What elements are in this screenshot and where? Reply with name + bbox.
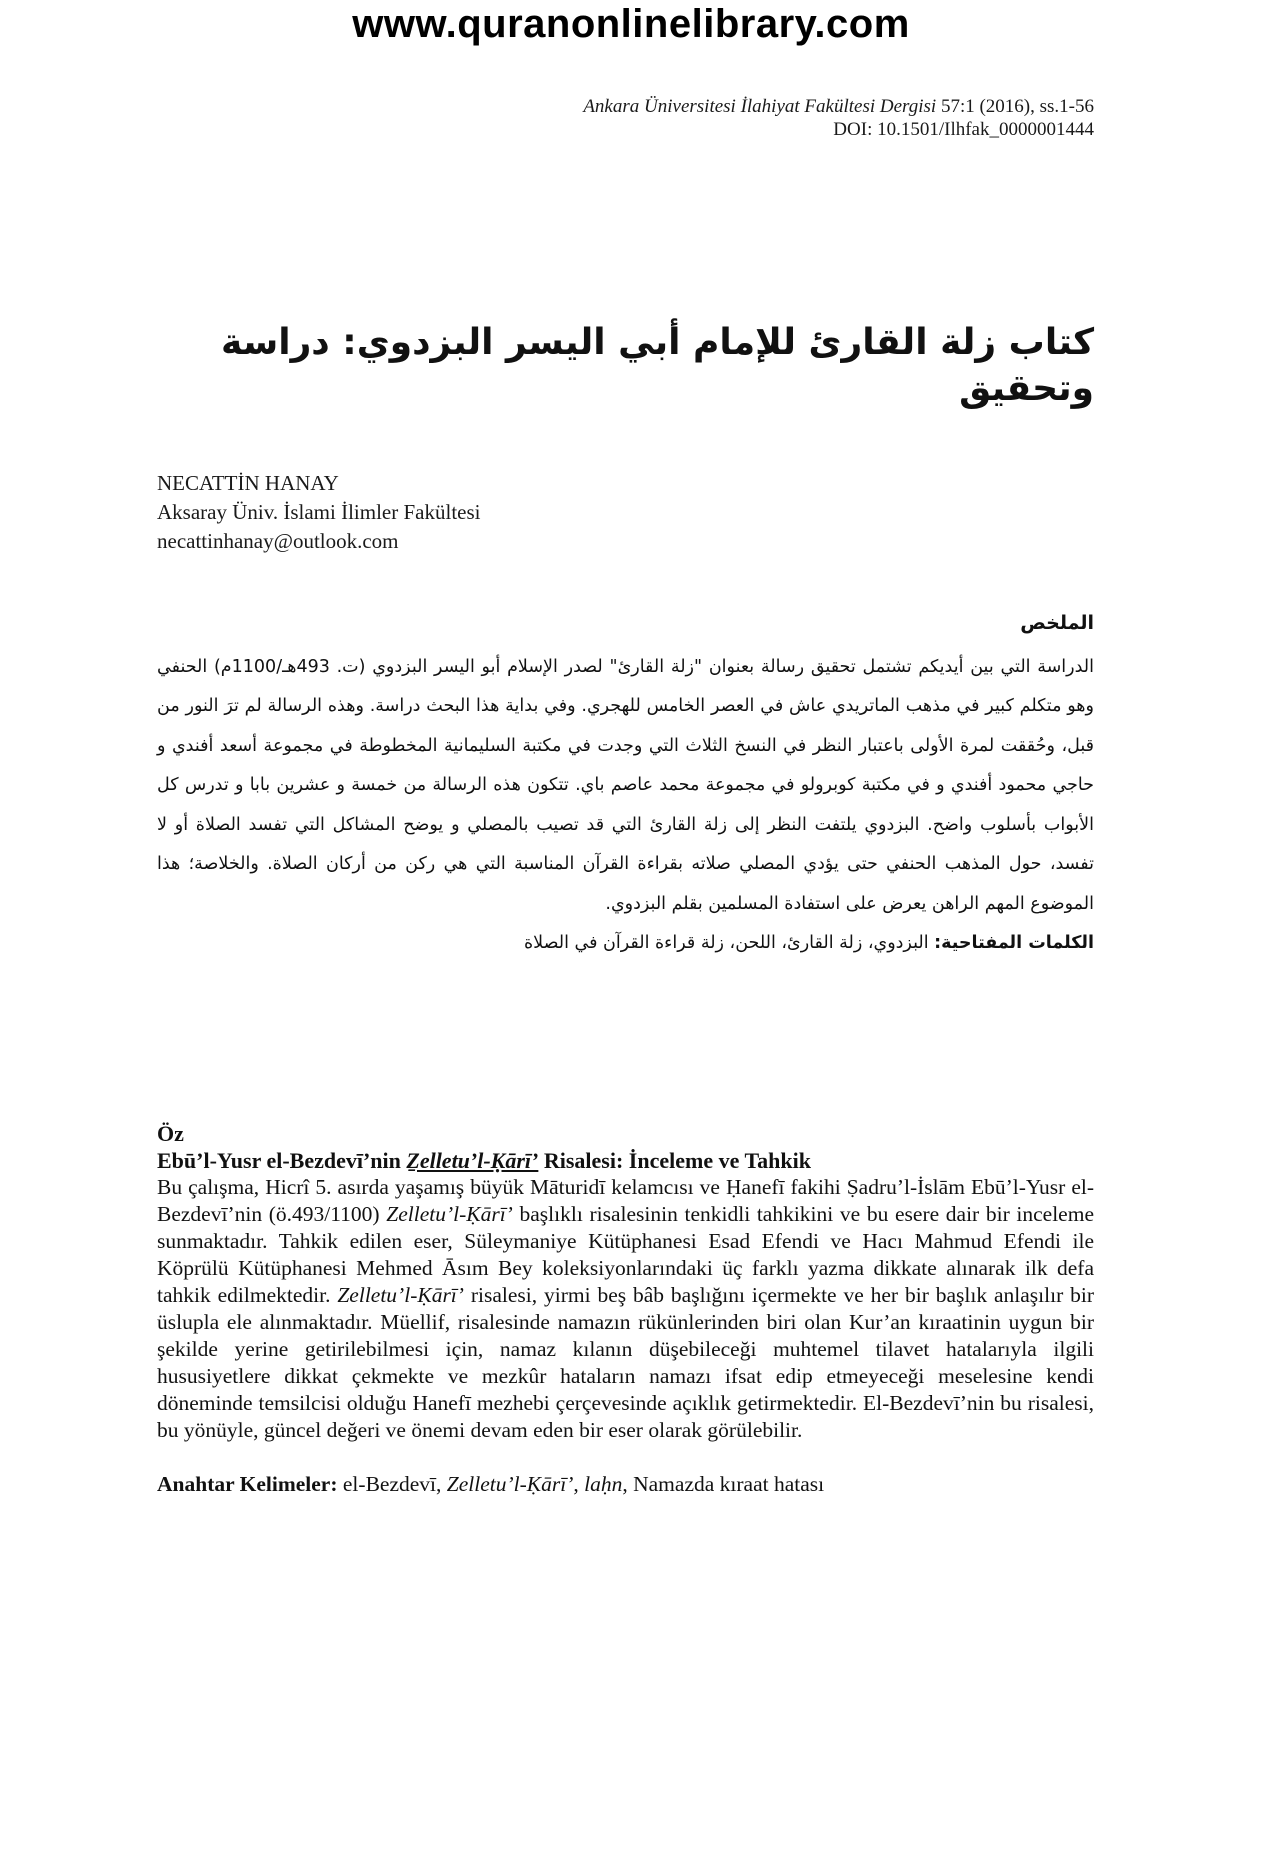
keywords-arabic	[157, 924, 1094, 964]
author-email: necattinhanay@outlook.com	[157, 529, 399, 553]
title-part-2: Risalesi: İnceleme ve Tahkik	[538, 1148, 811, 1173]
keywords-turkish	[157, 1471, 1094, 1498]
abstract-turkish	[157, 1120, 1094, 1498]
keyword-3: laḥn	[584, 1472, 623, 1496]
keyword-4: , Namazda kıraat hatası	[622, 1472, 825, 1496]
title-part-1: Ebū’l-Yusr el-Bezdevī’nin	[157, 1148, 407, 1173]
abstract-turkish-title	[157, 1147, 1094, 1174]
body-italic-2: Zelletu’l-Ḳārī’	[337, 1283, 464, 1307]
abstract-turkish-heading: Öz	[157, 1121, 184, 1146]
abstract-arabic	[157, 604, 1094, 964]
journal-volume-pages: 57:1 (2016), ss.1-56	[936, 96, 1094, 117]
body-part-3: risalesi, yirmi beş bâb başlığını içermekte ve her bir başlık anlaşılır bir üslupla ele alınmaktadır. Müellif, risalesinde namazın rükünlerinden biri olan Kur’an kıraatinin uygun bir şekilde yerine getirilebilmesi için, namaz kılanın düşebileceği muhtemel tilavet hatalarıyla ilgili hususiyetlere dikkat çekmekte ve mezkûr hataların namazı ifsat edip etmeyeceği meselesine kendi döneminde temsilcisi olduğu Hanefī mezhebi çerçevesinde açıklık getirmektedir. El-Bezdevī’nin bu risalesi, bu yönüyle, güncel değeri ve önemi devam eden bir eser olarak görülebilir.	[157, 1283, 1094, 1442]
body-part-1: Bu çalışma, Hicrî 5. asırda yaşamış büyük Māturidī kelamcısı ve Ḥanefī fakihi Ṣadru’l-İslām Ebū’l-Yusr el-Bezdevī’nin (ö.493/1100)	[157, 1175, 1094, 1226]
article-title-arabic: كتاب زلة القارئ للإمام أبي اليسر البزدوي: دراسة وتحقيق	[221, 322, 1094, 409]
watermark-url: www.quranonlinelibrary.com	[352, 2, 910, 46]
keyword-separator: ,	[573, 1472, 585, 1496]
journal-doi: DOI: 10.1501/Ilhfak_0000001444	[833, 119, 1094, 140]
author-affiliation: Aksaray Üniv. İslami İlimler Fakültesi	[157, 500, 481, 524]
keywords-turkish-label: Anahtar Kelimeler:	[157, 1472, 338, 1496]
body-italic-1: Zelletu’l-Ḳārī’	[386, 1202, 513, 1226]
abstract-turkish-body	[157, 1174, 1094, 1444]
keyword-1: el-Bezdevī,	[337, 1472, 447, 1496]
body-part-2: başlıklı risalesinin tenkidli tahkikini ve bu esere dair bir inceleme sunmaktadır. Tahkik edilen eser, Süleymaniye Kütüphanesi Esad Efendi ve Hacı Mahmud Efendi ile Köprülü Kütüphanesi Mehmed Āsım Bey koleksiyonlarındaki üç farklı yazma dikkate alınarak ilk defa tahkik edilmektedir.	[157, 1202, 1094, 1307]
keywords-arabic-list: البزدوي، زلة القارئ، اللحن، زلة قراءة القرآن في الصلاة	[523, 933, 935, 953]
journal-citation	[583, 95, 1094, 118]
keyword-2: Zelletu’l-Ḳārī’	[446, 1472, 574, 1496]
author-block	[157, 469, 481, 556]
journal-name: Ankara Üniversitesi İlahiyat Fakültesi Dergisi	[583, 96, 937, 117]
author-name: NECATTİN HANAY	[157, 471, 339, 495]
title-italic: Ẕelletu’l-Ḳārī’	[406, 1148, 539, 1173]
abstract-arabic-body: الدراسة التي بين أيديكم تشتمل تحقيق رسالة بعنوان "زلة القارئ" لصدر الإسلام أبو اليسر البزدوي (ت. 493هـ/1100م) الحنفي وهو متكلم كبير في مذهب الماتريدي عاش في العصر الخامس للهجري. وفي بداية هذا البحث دراسة. وهذه الرسالة لم ترَ النور من قبل، وحُققت لمرة الأولى باعتبار النظر في النسخ الثلاث التي وجدت في مكتبة السليمانية المخطوطة في مجموعة أسعد أفندي و حاجي محمود أفندي و في مكتبة كوبرولو في مجموعة محمد عاصم باي. تتكون هذه الرسالة من خمسة و عشرين بابا و تدرس كل الأبواب بأسلوب واضح. البزدوي يلتفت النظر إلى زلة القارئ التي قد تصيب بالمصلي و يوضح المشاكل التي تفسد الصلاة أو لا تفسد، حول المذهب الحنفي حتى يؤدي المصلي صلاته بقراءة القرآن المناسبة التي هي ركن من أركان الصلاة. والخلاصة؛ هذا الموضوع المهم الراهن يعرض على استفادة المسلمين بقلم البزدوي.	[157, 656, 1095, 914]
abstract-arabic-heading: الملخص	[1020, 612, 1094, 634]
journal-header	[583, 95, 1094, 141]
keywords-arabic-label: الكلمات المفتاحية:	[934, 933, 1094, 953]
